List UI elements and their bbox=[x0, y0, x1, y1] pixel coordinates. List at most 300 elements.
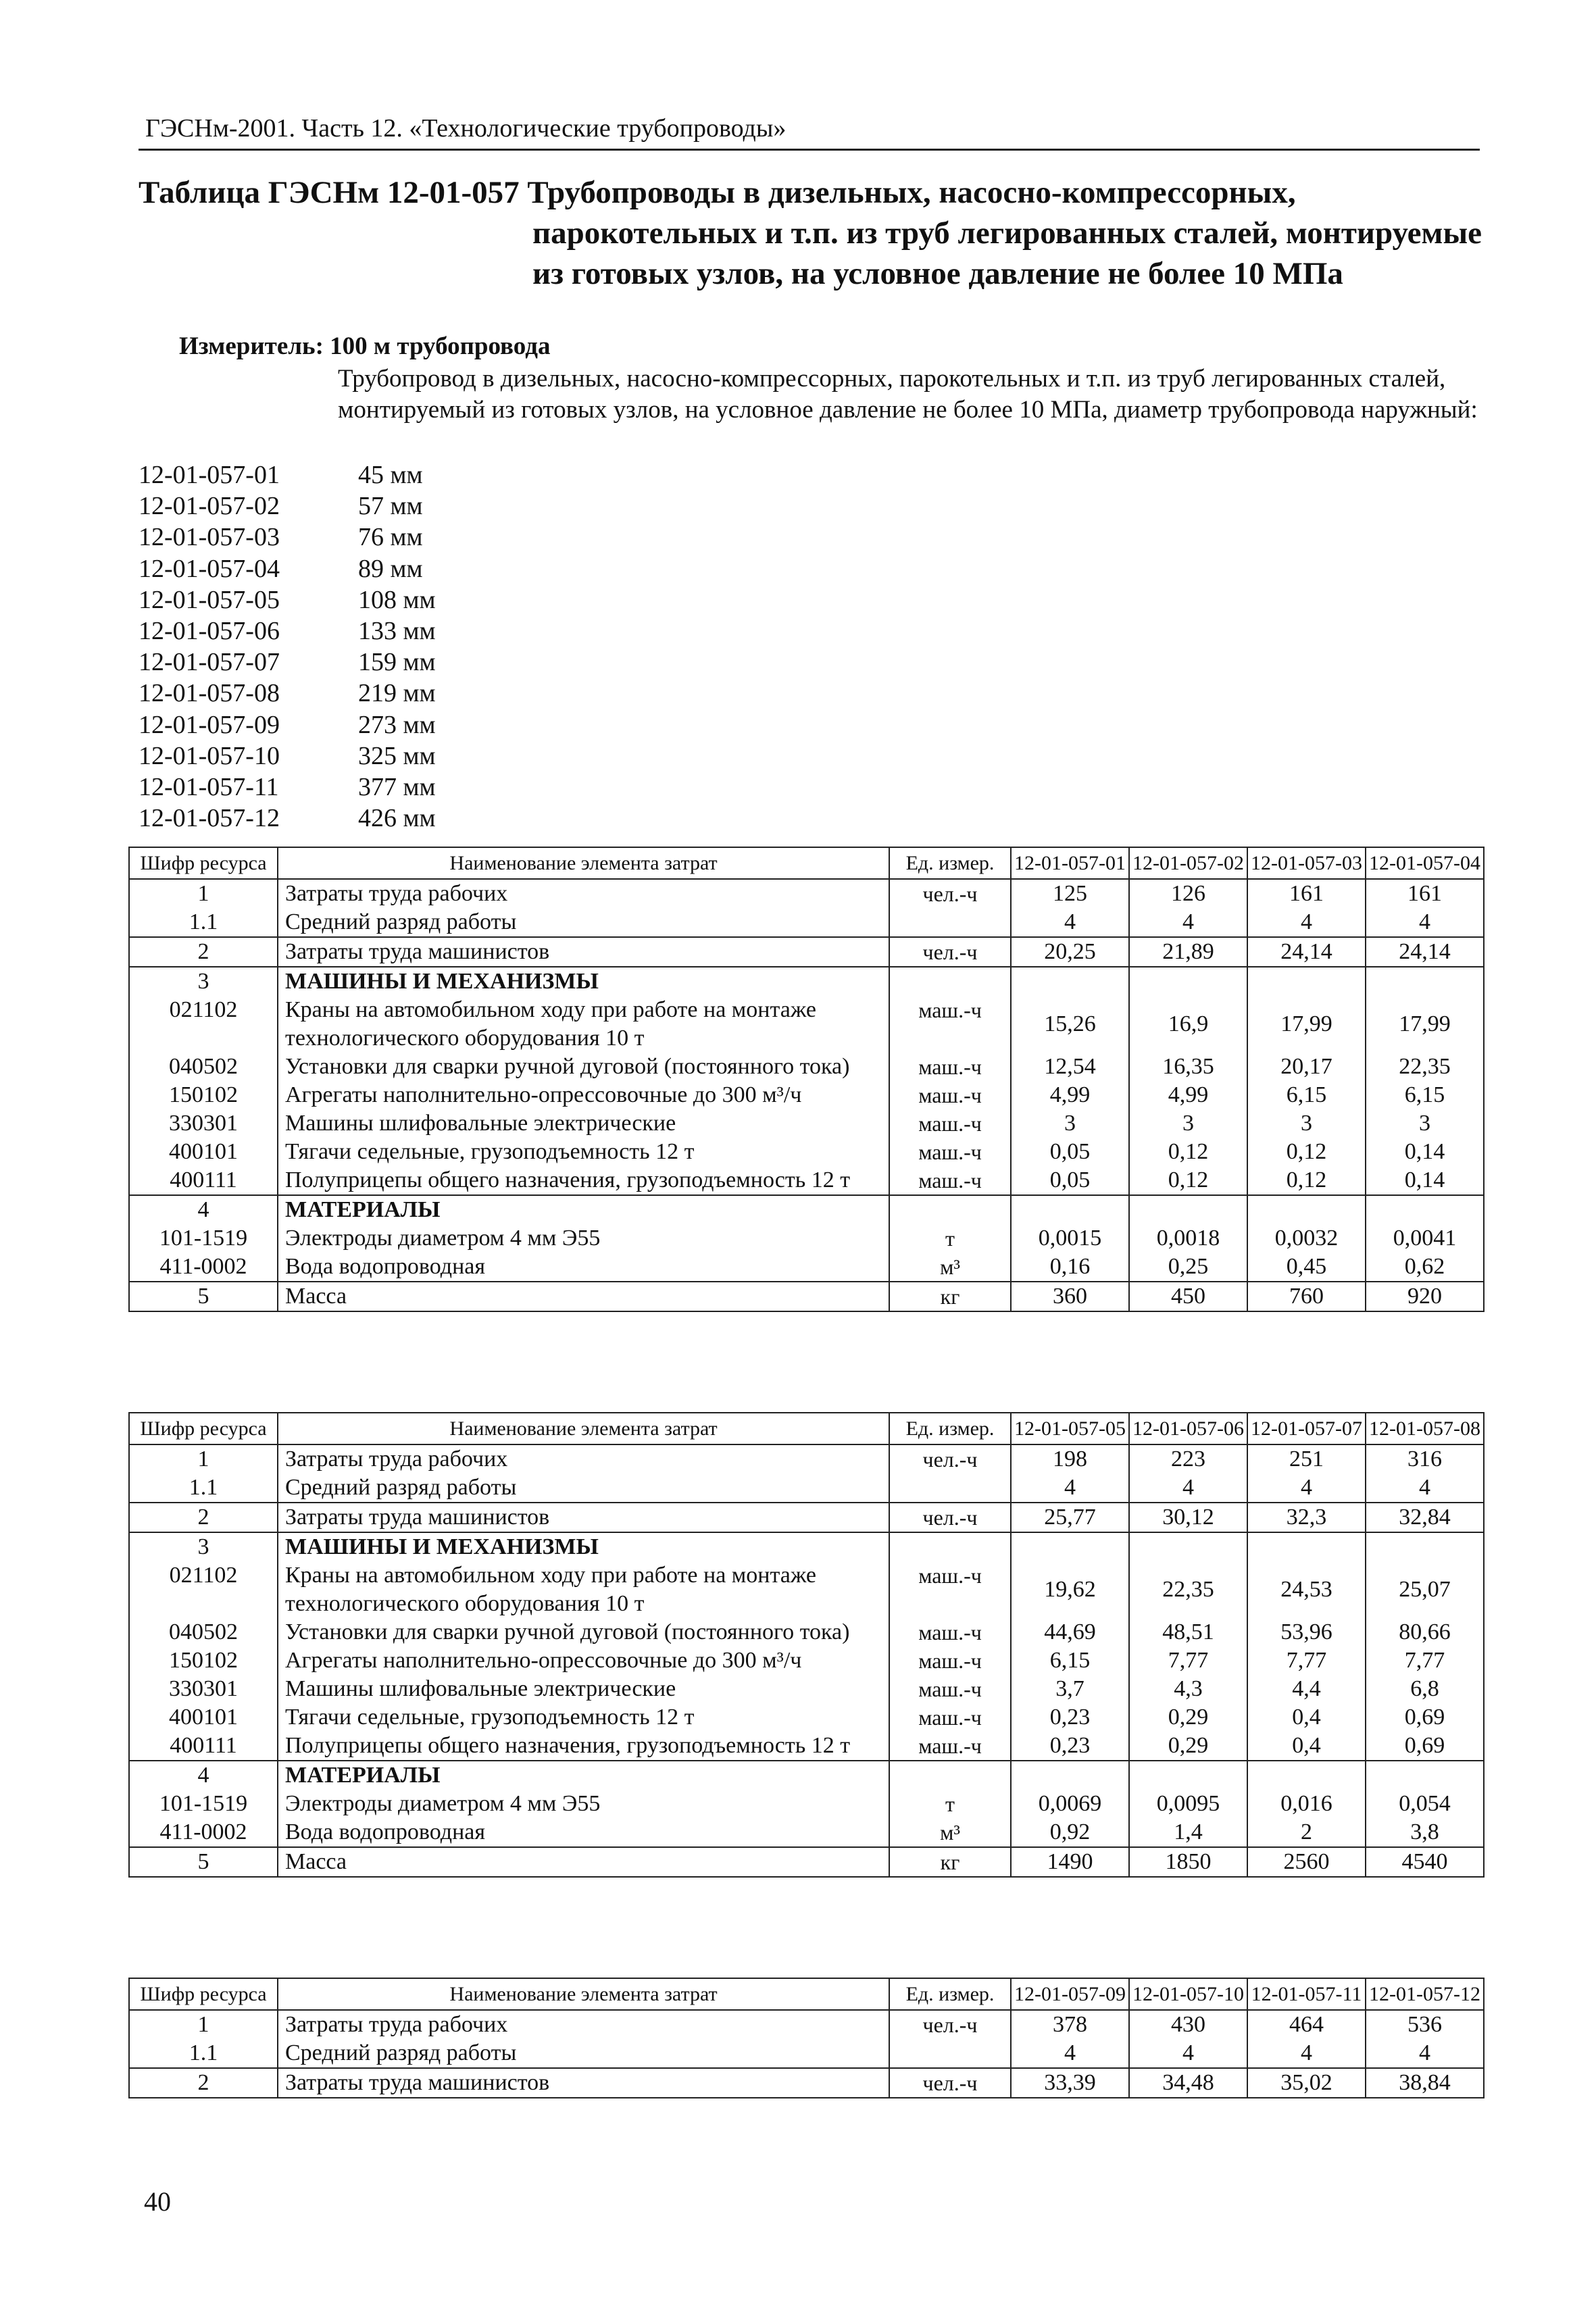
resource-code: 400111 bbox=[129, 1732, 278, 1761]
norm-value: 35,02 bbox=[1247, 2068, 1366, 2098]
code-diameter: 45 мм bbox=[358, 461, 423, 489]
unit-cell bbox=[889, 1761, 1011, 1790]
code-list-item bbox=[139, 459, 436, 491]
norm-value: 3,7 bbox=[1011, 1675, 1129, 1703]
norm-value: 4 bbox=[1366, 1474, 1484, 1503]
norm-value: 38,84 bbox=[1366, 2068, 1484, 2098]
resource-code: 3 bbox=[129, 967, 278, 996]
norm-value: 0,45 bbox=[1247, 1253, 1366, 1282]
norm-value: 32,3 bbox=[1247, 1503, 1366, 1532]
norm-value: 4 bbox=[1129, 1474, 1247, 1503]
norm-value: 0,14 bbox=[1366, 1166, 1484, 1195]
header-norm-code: 12-01-057-08 bbox=[1366, 1413, 1484, 1444]
norm-value: 16,9 bbox=[1129, 996, 1247, 1053]
norm-value bbox=[1247, 967, 1366, 996]
norm-value: 4 bbox=[1129, 2039, 1247, 2068]
unit-cell: маш.-ч bbox=[889, 1618, 1011, 1646]
norm-table-1 bbox=[128, 847, 1485, 1312]
cost-element-name: Затраты труда машинистов bbox=[278, 2068, 889, 2098]
norm-value: 17,99 bbox=[1247, 996, 1366, 1053]
norm-value: 1850 bbox=[1129, 1847, 1247, 1877]
table-row bbox=[129, 1847, 1484, 1877]
norm-value: 198 bbox=[1011, 1444, 1129, 1474]
header-norm-code: 12-01-057-12 bbox=[1366, 1978, 1484, 2010]
norm-value: 2560 bbox=[1247, 1847, 1366, 1877]
code-list-item bbox=[139, 615, 436, 647]
resource-code: 3 bbox=[129, 1532, 278, 1561]
header-norm-code: 12-01-057-11 bbox=[1247, 1978, 1366, 2010]
norm-value: 3 bbox=[1247, 1109, 1366, 1138]
norm-value: 32,84 bbox=[1366, 1503, 1484, 1532]
resource-code: 2 bbox=[129, 1503, 278, 1532]
norm-value: 0,62 bbox=[1366, 1253, 1484, 1282]
table-row bbox=[129, 1444, 1484, 1474]
unit-cell bbox=[889, 1195, 1011, 1224]
norm-value: 6,15 bbox=[1011, 1646, 1129, 1675]
norm-value bbox=[1247, 1532, 1366, 1561]
code-list-item bbox=[139, 491, 436, 522]
cost-element-name: Установки для сварки ручной дуговой (постоянного тока) bbox=[278, 1053, 889, 1081]
header-norm-code: 12-01-057-02 bbox=[1129, 847, 1247, 879]
cost-element-name: Затраты труда рабочих bbox=[278, 2010, 889, 2039]
norm-value: 4 bbox=[1366, 908, 1484, 937]
code-diameter: 133 мм bbox=[358, 617, 436, 646]
table-row bbox=[129, 1224, 1484, 1253]
unit-cell: чел.-ч bbox=[889, 2010, 1011, 2039]
code-list-item bbox=[139, 522, 436, 553]
cost-element-name: Тягачи седельные, грузоподъемность 12 т bbox=[278, 1138, 889, 1166]
code-list-item bbox=[139, 553, 436, 584]
work-description: Трубопровод в дизельных, насосно-компрессорных, парокотельных и т.п. из труб легированных сталей, монтируемый из готовых узлов, на условное давление не более 10 МПа, диаметр трубопровода наружный: bbox=[338, 365, 1478, 424]
resource-code: 040502 bbox=[129, 1618, 278, 1646]
table-row bbox=[129, 1561, 1484, 1618]
title-rest: парокотельных и т.п. из труб легированных сталей, монтируемые из готовых узлов, на условное давление не более 10 МПа bbox=[532, 216, 1482, 291]
meter-line bbox=[179, 332, 550, 361]
cost-element-name: Полуприцепы общего назначения, грузоподъемность 12 т bbox=[278, 1166, 889, 1195]
resource-code: 2 bbox=[129, 2068, 278, 2098]
cost-element-name: Установки для сварки ручной дуговой (постоянного тока) bbox=[278, 1618, 889, 1646]
norm-value: 161 bbox=[1366, 879, 1484, 908]
resource-code: 150102 bbox=[129, 1081, 278, 1109]
resource-code: 1 bbox=[129, 2010, 278, 2039]
norm-value: 4 bbox=[1011, 2039, 1129, 2068]
table-row bbox=[129, 967, 1484, 996]
header-norm-code: 12-01-057-09 bbox=[1011, 1978, 1129, 2010]
unit-cell: кг bbox=[889, 1847, 1011, 1877]
norm-value: 0,0095 bbox=[1129, 1790, 1247, 1818]
norm-value: 223 bbox=[1129, 1444, 1247, 1474]
norm-value: 0,14 bbox=[1366, 1138, 1484, 1166]
table-row bbox=[129, 1109, 1484, 1138]
norm-value: 0,12 bbox=[1247, 1138, 1366, 1166]
resource-code: 330301 bbox=[129, 1675, 278, 1703]
unit-cell: чел.-ч bbox=[889, 2068, 1011, 2098]
code-list-item bbox=[139, 678, 436, 709]
table-row bbox=[129, 1474, 1484, 1503]
cost-element-name: Затраты труда рабочих bbox=[278, 1444, 889, 1474]
norm-value: 20,25 bbox=[1011, 937, 1129, 967]
cost-element-name: Полуприцепы общего назначения, грузоподъемность 12 т bbox=[278, 1732, 889, 1761]
norm-value: 53,96 bbox=[1247, 1618, 1366, 1646]
norm-value: 4,3 bbox=[1129, 1675, 1247, 1703]
norm-value bbox=[1366, 967, 1484, 996]
resource-code: 101-1519 bbox=[129, 1224, 278, 1253]
norm-value: 464 bbox=[1247, 2010, 1366, 2039]
code-number: 12-01-057-11 bbox=[139, 773, 279, 802]
norm-value: 0,12 bbox=[1129, 1166, 1247, 1195]
table-row bbox=[129, 1282, 1484, 1311]
unit-cell bbox=[889, 1474, 1011, 1503]
table-row bbox=[129, 1253, 1484, 1282]
norm-value: 0,05 bbox=[1011, 1138, 1129, 1166]
header-unit: Ед. измер. bbox=[889, 1413, 1011, 1444]
header-code: Шифр ресурса bbox=[129, 1413, 278, 1444]
norm-value: 22,35 bbox=[1129, 1561, 1247, 1618]
norm-value: 24,53 bbox=[1247, 1561, 1366, 1618]
norm-value: 80,66 bbox=[1366, 1618, 1484, 1646]
resource-code: 4 bbox=[129, 1195, 278, 1224]
unit-cell bbox=[889, 967, 1011, 996]
cost-element-name: Электроды диаметром 4 мм Э55 bbox=[278, 1790, 889, 1818]
table-title bbox=[139, 172, 1483, 294]
cost-element-name: МАТЕРИАЛЫ bbox=[278, 1761, 889, 1790]
norm-value bbox=[1247, 1195, 1366, 1224]
table-row bbox=[129, 1166, 1484, 1195]
title-first-line: Таблица ГЭСНм 12-01-057 Трубопроводы в дизельных, насосно-компрессорных, bbox=[139, 175, 1296, 210]
table-row bbox=[129, 996, 1484, 1053]
code-number: 12-01-057-01 bbox=[139, 461, 280, 489]
code-number: 12-01-057-04 bbox=[139, 554, 280, 583]
norm-value: 12,54 bbox=[1011, 1053, 1129, 1081]
unit-cell: маш.-ч bbox=[889, 1561, 1011, 1618]
cost-element-name: МАТЕРИАЛЫ bbox=[278, 1195, 889, 1224]
code-number: 12-01-057-12 bbox=[139, 804, 280, 833]
code-diameter: 57 мм bbox=[358, 492, 423, 521]
unit-cell: м³ bbox=[889, 1818, 1011, 1847]
norm-value: 0,69 bbox=[1366, 1703, 1484, 1732]
resource-code: 150102 bbox=[129, 1646, 278, 1675]
cost-element-name: Краны на автомобильном ходу при работе на монтаже технологического оборудования 10 т bbox=[278, 1561, 889, 1618]
resource-code: 1.1 bbox=[129, 908, 278, 937]
norm-value: 4,99 bbox=[1011, 1081, 1129, 1109]
cost-element-name: Электроды диаметром 4 мм Э55 bbox=[278, 1224, 889, 1253]
header-norm-code: 12-01-057-05 bbox=[1011, 1413, 1129, 1444]
norm-value: 0,23 bbox=[1011, 1732, 1129, 1761]
norm-value: 4 bbox=[1129, 908, 1247, 937]
norm-value: 0,4 bbox=[1247, 1732, 1366, 1761]
norm-value: 3,8 bbox=[1366, 1818, 1484, 1847]
norm-value: 378 bbox=[1011, 2010, 1129, 2039]
code-number: 12-01-057-07 bbox=[139, 648, 280, 677]
norm-value: 3 bbox=[1366, 1109, 1484, 1138]
norm-value: 0,0069 bbox=[1011, 1790, 1129, 1818]
code-diameter: 76 мм bbox=[358, 523, 423, 552]
norm-value: 3 bbox=[1129, 1109, 1247, 1138]
resource-code: 411-0002 bbox=[129, 1818, 278, 1847]
norm-value: 7,77 bbox=[1129, 1646, 1247, 1675]
header-code: Шифр ресурса bbox=[129, 1978, 278, 2010]
norm-value: 6,15 bbox=[1247, 1081, 1366, 1109]
unit-cell: м³ bbox=[889, 1253, 1011, 1282]
norm-value: 0,69 bbox=[1366, 1732, 1484, 1761]
code-number: 12-01-057-08 bbox=[139, 679, 280, 708]
norm-value: 0,016 bbox=[1247, 1790, 1366, 1818]
cost-element-name: Затраты труда рабочих bbox=[278, 879, 889, 908]
resource-code: 2 bbox=[129, 937, 278, 967]
resource-code: 5 bbox=[129, 1847, 278, 1877]
cost-element-name: Средний разряд работы bbox=[278, 908, 889, 937]
table-header-row bbox=[129, 1978, 1484, 2010]
norm-value: 0,23 bbox=[1011, 1703, 1129, 1732]
unit-cell: т bbox=[889, 1790, 1011, 1818]
code-list-item bbox=[139, 803, 436, 834]
code-list-item bbox=[139, 709, 436, 740]
table-row bbox=[129, 2039, 1484, 2068]
resource-code: 5 bbox=[129, 1282, 278, 1311]
norm-value: 360 bbox=[1011, 1282, 1129, 1311]
norm-value: 7,77 bbox=[1366, 1646, 1484, 1675]
norm-table-2 bbox=[128, 1412, 1485, 1878]
resource-code: 1 bbox=[129, 879, 278, 908]
header-norm-code: 12-01-057-06 bbox=[1129, 1413, 1247, 1444]
resource-code: 1.1 bbox=[129, 2039, 278, 2068]
norm-value bbox=[1011, 1195, 1129, 1224]
code-list-item bbox=[139, 647, 436, 678]
resource-code: 400101 bbox=[129, 1703, 278, 1732]
norm-value: 3 bbox=[1011, 1109, 1129, 1138]
norm-value: 4,99 bbox=[1129, 1081, 1247, 1109]
table-row bbox=[129, 2068, 1484, 2098]
norm-value: 0,0018 bbox=[1129, 1224, 1247, 1253]
header-norm-code: 12-01-057-07 bbox=[1247, 1413, 1366, 1444]
resource-code: 411-0002 bbox=[129, 1253, 278, 1282]
norm-value bbox=[1366, 1761, 1484, 1790]
norm-value: 316 bbox=[1366, 1444, 1484, 1474]
unit-cell: чел.-ч bbox=[889, 1503, 1011, 1532]
norm-value: 251 bbox=[1247, 1444, 1366, 1474]
norm-value: 4,4 bbox=[1247, 1675, 1366, 1703]
norm-value: 0,29 bbox=[1129, 1703, 1247, 1732]
norm-value: 24,14 bbox=[1247, 937, 1366, 967]
table-row bbox=[129, 879, 1484, 908]
unit-cell: маш.-ч bbox=[889, 996, 1011, 1053]
norm-value: 22,35 bbox=[1366, 1053, 1484, 1081]
norm-value: 4 bbox=[1011, 1474, 1129, 1503]
unit-cell: маш.-ч bbox=[889, 1675, 1011, 1703]
meter-value: 100 м трубопровода bbox=[330, 332, 551, 360]
norm-value: 0,0032 bbox=[1247, 1224, 1366, 1253]
cost-element-name: Вода водопроводная bbox=[278, 1818, 889, 1847]
cost-element-name: Вода водопроводная bbox=[278, 1253, 889, 1282]
norm-value: 25,07 bbox=[1366, 1561, 1484, 1618]
norm-value: 6,8 bbox=[1366, 1675, 1484, 1703]
norm-value: 4 bbox=[1247, 908, 1366, 937]
resource-code: 040502 bbox=[129, 1053, 278, 1081]
norm-value: 25,77 bbox=[1011, 1503, 1129, 1532]
norm-value bbox=[1366, 1195, 1484, 1224]
unit-cell: чел.-ч bbox=[889, 1444, 1011, 1474]
table-row bbox=[129, 1618, 1484, 1646]
cost-element-name: Масса bbox=[278, 1847, 889, 1877]
norm-value bbox=[1247, 1761, 1366, 1790]
header-unit: Ед. измер. bbox=[889, 1978, 1011, 2010]
header-name: Наименование элемента затрат bbox=[278, 847, 889, 879]
norm-value: 1490 bbox=[1011, 1847, 1129, 1877]
norm-value bbox=[1129, 1195, 1247, 1224]
norm-value bbox=[1129, 1532, 1247, 1561]
table-row bbox=[129, 1081, 1484, 1109]
resource-code: 330301 bbox=[129, 1109, 278, 1138]
norm-value: 20,17 bbox=[1247, 1053, 1366, 1081]
norm-value: 16,35 bbox=[1129, 1053, 1247, 1081]
header-rule bbox=[139, 149, 1480, 151]
code-diameter: 273 мм bbox=[358, 710, 436, 739]
norm-value: 0,0041 bbox=[1366, 1224, 1484, 1253]
table-row bbox=[129, 1675, 1484, 1703]
norm-value: 7,77 bbox=[1247, 1646, 1366, 1675]
norm-value: 17,99 bbox=[1366, 996, 1484, 1053]
norm-value bbox=[1129, 1761, 1247, 1790]
norm-value bbox=[1011, 967, 1129, 996]
table-row bbox=[129, 1503, 1484, 1532]
unit-cell: маш.-ч bbox=[889, 1732, 1011, 1761]
norm-value: 48,51 bbox=[1129, 1618, 1247, 1646]
unit-cell bbox=[889, 908, 1011, 937]
resource-code: 4 bbox=[129, 1761, 278, 1790]
norm-value: 34,48 bbox=[1129, 2068, 1247, 2098]
norm-value: 0,4 bbox=[1247, 1703, 1366, 1732]
norm-value: 0,0015 bbox=[1011, 1224, 1129, 1253]
table-row bbox=[129, 1732, 1484, 1761]
header-unit: Ед. измер. bbox=[889, 847, 1011, 879]
norm-value: 0,29 bbox=[1129, 1732, 1247, 1761]
norm-value bbox=[1366, 1532, 1484, 1561]
norm-value: 4 bbox=[1011, 908, 1129, 937]
header-norm-code: 12-01-057-01 bbox=[1011, 847, 1129, 879]
code-number: 12-01-057-02 bbox=[139, 492, 280, 521]
code-list-item bbox=[139, 740, 436, 772]
code-list-item bbox=[139, 584, 436, 615]
cost-element-name: Тягачи седельные, грузоподъемность 12 т bbox=[278, 1703, 889, 1732]
table-row bbox=[129, 1053, 1484, 1081]
table-header-row bbox=[129, 1413, 1484, 1444]
table-row bbox=[129, 1790, 1484, 1818]
cost-element-name: Машины шлифовальные электрические bbox=[278, 1675, 889, 1703]
code-diameter: 108 мм bbox=[358, 585, 436, 614]
norm-value: 0,92 bbox=[1011, 1818, 1129, 1847]
code-number: 12-01-057-06 bbox=[139, 617, 280, 646]
norm-value bbox=[1011, 1532, 1129, 1561]
unit-cell: маш.-ч bbox=[889, 1646, 1011, 1675]
norm-value: 0,054 bbox=[1366, 1790, 1484, 1818]
table-row bbox=[129, 1703, 1484, 1732]
table-row bbox=[129, 937, 1484, 967]
code-list bbox=[139, 459, 436, 834]
norm-value: 44,69 bbox=[1011, 1618, 1129, 1646]
code-number: 12-01-057-05 bbox=[139, 585, 280, 614]
norm-value bbox=[1129, 967, 1247, 996]
unit-cell bbox=[889, 2039, 1011, 2068]
code-number: 12-01-057-10 bbox=[139, 741, 280, 770]
norm-table-3 bbox=[128, 1978, 1485, 2098]
header-norm-code: 12-01-057-04 bbox=[1366, 847, 1484, 879]
unit-cell: маш.-ч bbox=[889, 1081, 1011, 1109]
unit-cell: маш.-ч bbox=[889, 1703, 1011, 1732]
resource-code: 021102 bbox=[129, 996, 278, 1053]
norm-value: 15,26 bbox=[1011, 996, 1129, 1053]
norm-value: 2 bbox=[1247, 1818, 1366, 1847]
cost-element-name: МАШИНЫ И МЕХАНИЗМЫ bbox=[278, 1532, 889, 1561]
resource-code: 101-1519 bbox=[129, 1790, 278, 1818]
table-row bbox=[129, 1195, 1484, 1224]
code-diameter: 89 мм bbox=[358, 554, 423, 583]
cost-element-name: Краны на автомобильном ходу при работе на монтаже технологического оборудования 10 т bbox=[278, 996, 889, 1053]
norm-value: 450 bbox=[1129, 1282, 1247, 1311]
table-row bbox=[129, 1646, 1484, 1675]
norm-value: 0,16 bbox=[1011, 1253, 1129, 1282]
unit-cell: чел.-ч bbox=[889, 879, 1011, 908]
running-head: ГЭСНм-2001. Часть 12. «Технологические трубопроводы» bbox=[145, 114, 787, 143]
unit-cell: маш.-ч bbox=[889, 1166, 1011, 1195]
norm-value: 4 bbox=[1366, 2039, 1484, 2068]
header-name: Наименование элемента затрат bbox=[278, 1413, 889, 1444]
unit-cell: маш.-ч bbox=[889, 1138, 1011, 1166]
norm-value: 1,4 bbox=[1129, 1818, 1247, 1847]
cost-element-name: МАШИНЫ И МЕХАНИЗМЫ bbox=[278, 967, 889, 996]
code-diameter: 377 мм bbox=[358, 773, 436, 802]
table-header-row bbox=[129, 847, 1484, 879]
table-row bbox=[129, 908, 1484, 937]
norm-value: 0,12 bbox=[1129, 1138, 1247, 1166]
norm-value: 0,12 bbox=[1247, 1166, 1366, 1195]
resource-code: 021102 bbox=[129, 1561, 278, 1618]
norm-value: 4540 bbox=[1366, 1847, 1484, 1877]
code-list-item bbox=[139, 772, 436, 803]
cost-element-name: Масса bbox=[278, 1282, 889, 1311]
resource-code: 400101 bbox=[129, 1138, 278, 1166]
code-diameter: 159 мм bbox=[358, 648, 436, 677]
norm-value: 19,62 bbox=[1011, 1561, 1129, 1618]
norm-value: 536 bbox=[1366, 2010, 1484, 2039]
norm-value: 126 bbox=[1129, 879, 1247, 908]
norm-value: 6,15 bbox=[1366, 1081, 1484, 1109]
norm-value: 920 bbox=[1366, 1282, 1484, 1311]
header-norm-code: 12-01-057-10 bbox=[1129, 1978, 1247, 2010]
unit-cell: т bbox=[889, 1224, 1011, 1253]
norm-value: 4 bbox=[1247, 1474, 1366, 1503]
norm-value: 125 bbox=[1011, 879, 1129, 908]
header-norm-code: 12-01-057-03 bbox=[1247, 847, 1366, 879]
code-diameter: 426 мм bbox=[358, 804, 436, 833]
norm-value: 760 bbox=[1247, 1282, 1366, 1311]
norm-value: 30,12 bbox=[1129, 1503, 1247, 1532]
code-number: 12-01-057-09 bbox=[139, 710, 280, 739]
table-row bbox=[129, 1818, 1484, 1847]
unit-cell: чел.-ч bbox=[889, 937, 1011, 967]
cost-element-name: Затраты труда машинистов bbox=[278, 937, 889, 967]
norm-value: 33,39 bbox=[1011, 2068, 1129, 2098]
resource-code: 1.1 bbox=[129, 1474, 278, 1503]
norm-value: 161 bbox=[1247, 879, 1366, 908]
code-diameter: 325 мм bbox=[358, 741, 436, 770]
unit-cell: кг bbox=[889, 1282, 1011, 1311]
table-row bbox=[129, 2010, 1484, 2039]
norm-value: 21,89 bbox=[1129, 937, 1247, 967]
code-diameter: 219 мм bbox=[358, 679, 436, 708]
norm-value: 0,25 bbox=[1129, 1253, 1247, 1282]
unit-cell: маш.-ч bbox=[889, 1053, 1011, 1081]
header-code: Шифр ресурса bbox=[129, 847, 278, 879]
